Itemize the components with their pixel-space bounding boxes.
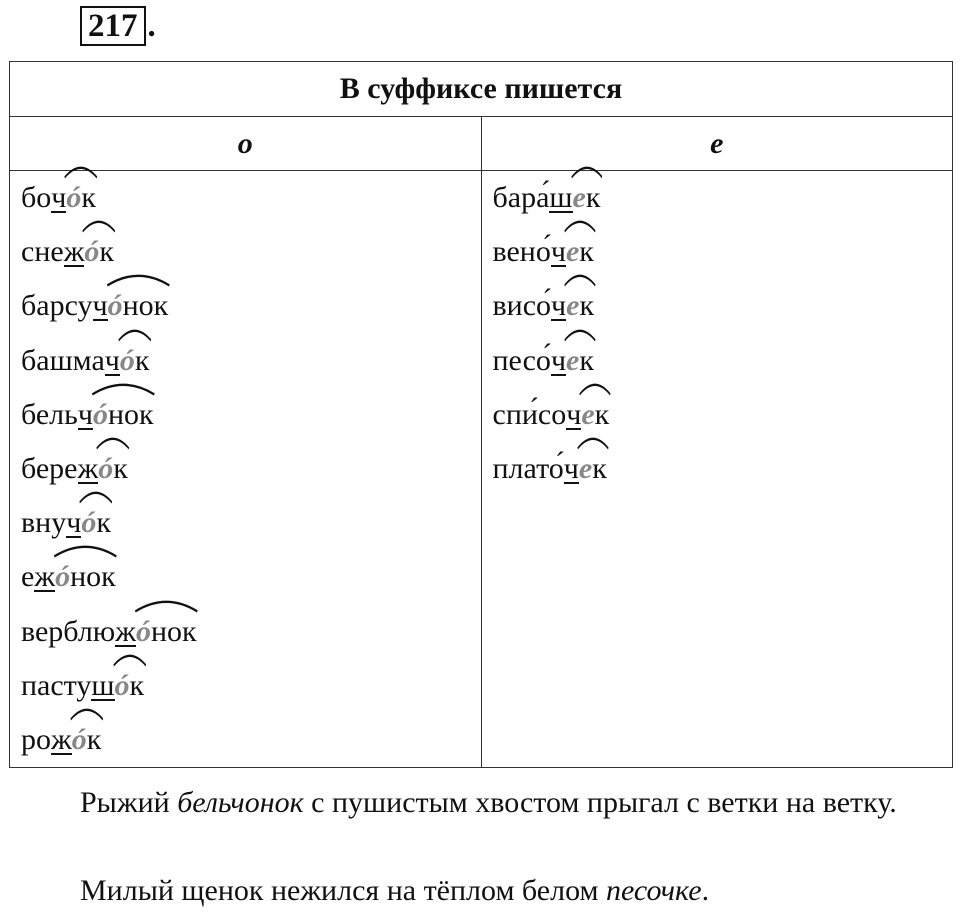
- suffix-rest: к: [81, 181, 96, 214]
- sentence-2-start: Милый щенок нежился на тёплом белом: [80, 874, 606, 907]
- suffix-rest: к: [99, 235, 114, 269]
- suffix-table: [9, 61, 953, 768]
- word-stem: верблю: [21, 614, 116, 648]
- root-final-consonant: ч: [51, 181, 67, 214]
- suffix-vowel: ó: [81, 506, 97, 540]
- suffix-rest: к: [579, 235, 594, 269]
- suffix-rest: к: [585, 181, 601, 214]
- suffix: [566, 225, 594, 279]
- word-stem: бель: [21, 397, 78, 431]
- suffix-vowel: ó: [66, 181, 82, 214]
- root-final-consonant: ч: [566, 397, 582, 431]
- word-stem: вну: [21, 506, 67, 540]
- suffix-rest: к: [86, 722, 102, 756]
- suffix-rest: нок: [122, 289, 169, 323]
- suffix-rest: нок: [70, 560, 116, 594]
- word-item: [10, 388, 481, 442]
- task-number: [80, 6, 156, 46]
- suffix-rest: к: [592, 451, 607, 485]
- suffix: [93, 388, 154, 442]
- suffix: [55, 550, 116, 604]
- suffix-vowel: ó: [135, 614, 151, 648]
- suffix: [120, 334, 150, 388]
- suffix-vowel: ó: [55, 560, 71, 594]
- suffix: [81, 496, 111, 550]
- suffix-rest: нок: [150, 614, 197, 648]
- word-stem: висо́: [492, 289, 552, 323]
- root-final-consonant: ш: [549, 181, 573, 214]
- suffix: [115, 659, 145, 713]
- root-final-consonant: ж: [34, 560, 56, 594]
- word-stem: спи́со: [492, 397, 567, 431]
- suffix-rest: к: [579, 343, 594, 377]
- root-final-consonant: ч: [551, 289, 567, 323]
- sentence-2-end: .: [701, 874, 710, 907]
- root-final-consonant: ч: [92, 289, 108, 323]
- word-item: [10, 171, 481, 225]
- word-stem: песо́: [492, 343, 551, 377]
- word-item: [10, 496, 481, 550]
- suffix: [98, 442, 128, 496]
- root-final-consonant: ч: [77, 397, 93, 431]
- word-item: [482, 442, 953, 496]
- suffix-vowel: е: [581, 397, 595, 431]
- word-item: [10, 279, 481, 333]
- word-item: [482, 225, 953, 279]
- word-item: [10, 605, 481, 659]
- word-item: [482, 279, 953, 333]
- suffix-vowel: ó: [107, 289, 123, 323]
- word-stem: вено́: [492, 235, 551, 269]
- suffix-vowel: е: [566, 289, 580, 323]
- sentence-1-word: бельчонок: [177, 786, 304, 819]
- word-stem: плато́: [492, 451, 564, 485]
- column-e-header: е: [481, 117, 953, 171]
- suffix-vowel: е: [565, 235, 580, 269]
- suffix-rest: к: [129, 668, 145, 702]
- word-item: [10, 334, 481, 388]
- column-e-list: [482, 171, 953, 496]
- suffix-rest: к: [579, 289, 595, 323]
- root-final-consonant: ж: [63, 235, 85, 269]
- root-final-consonant: ч: [550, 343, 567, 377]
- root-final-consonant: ч: [550, 235, 566, 269]
- suffix-vowel: е: [566, 343, 580, 377]
- word-item: [10, 442, 481, 496]
- word-item: [482, 388, 953, 442]
- word-stem: пасту: [21, 668, 92, 702]
- suffix: [136, 605, 197, 659]
- suffix: [72, 713, 102, 767]
- word-item: [10, 550, 481, 604]
- column-o-list: [10, 171, 481, 767]
- word-stem: барсу: [21, 289, 93, 323]
- column-o-header: о: [10, 117, 482, 171]
- root-final-consonant: ч: [104, 343, 120, 377]
- suffix-vowel: ó: [114, 668, 130, 702]
- suffix: [566, 279, 594, 333]
- root-final-consonant: ж: [77, 451, 99, 485]
- root-final-consonant: ж: [115, 614, 136, 648]
- suffix-vowel: е: [572, 181, 586, 214]
- word-stem: е: [21, 560, 35, 594]
- word-item: [482, 171, 953, 225]
- suffix: [566, 334, 594, 388]
- suffix-vowel: ó: [98, 451, 114, 485]
- suffix: [84, 225, 114, 279]
- suffix-rest: к: [134, 343, 150, 377]
- sentence-1-start: Рыжий: [80, 786, 178, 819]
- word-item: [10, 659, 481, 713]
- suffix-vowel: е: [578, 451, 593, 485]
- word-item: [482, 334, 953, 388]
- word-item: [10, 225, 481, 279]
- suffix: [581, 388, 609, 442]
- suffix: [108, 279, 169, 333]
- word-stem: бара́: [492, 181, 550, 214]
- suffix-rest: нок: [107, 397, 154, 431]
- suffix-rest: к: [113, 451, 128, 485]
- suffix-rest: к: [96, 506, 111, 540]
- table-header: В суффиксе пишется: [10, 62, 953, 117]
- sentence-1: [8, 782, 948, 824]
- suffix-vowel: ó: [119, 343, 135, 377]
- sentence-2: [8, 870, 948, 912]
- word-stem: ро: [21, 722, 51, 756]
- root-final-consonant: ч: [66, 506, 82, 540]
- column-o-cell: [10, 171, 482, 768]
- sentence-1-end: с пушистым хвостом прыгал с ветки на ветку.: [303, 786, 897, 819]
- word-stem: башма: [21, 343, 105, 377]
- task-number-box: 217: [80, 6, 146, 46]
- word-item: [10, 713, 481, 767]
- root-final-consonant: ч: [563, 451, 579, 485]
- root-final-consonant: ж: [51, 722, 72, 756]
- word-stem: бере: [21, 451, 78, 485]
- suffix-vowel: ó: [84, 235, 100, 269]
- word-stem: бо: [21, 181, 52, 214]
- task-number-dot: .: [147, 8, 156, 44]
- suffix-vowel: ó: [71, 722, 87, 756]
- suffix: [579, 442, 607, 496]
- suffix: [66, 171, 96, 225]
- column-e-cell: [481, 171, 953, 768]
- sentence-2-word: песочке: [606, 874, 702, 907]
- suffix: [573, 171, 601, 225]
- root-final-consonant: ш: [91, 668, 115, 702]
- suffix-rest: к: [594, 397, 610, 431]
- suffix-vowel: ó: [92, 397, 108, 431]
- word-stem: сне: [21, 235, 64, 269]
